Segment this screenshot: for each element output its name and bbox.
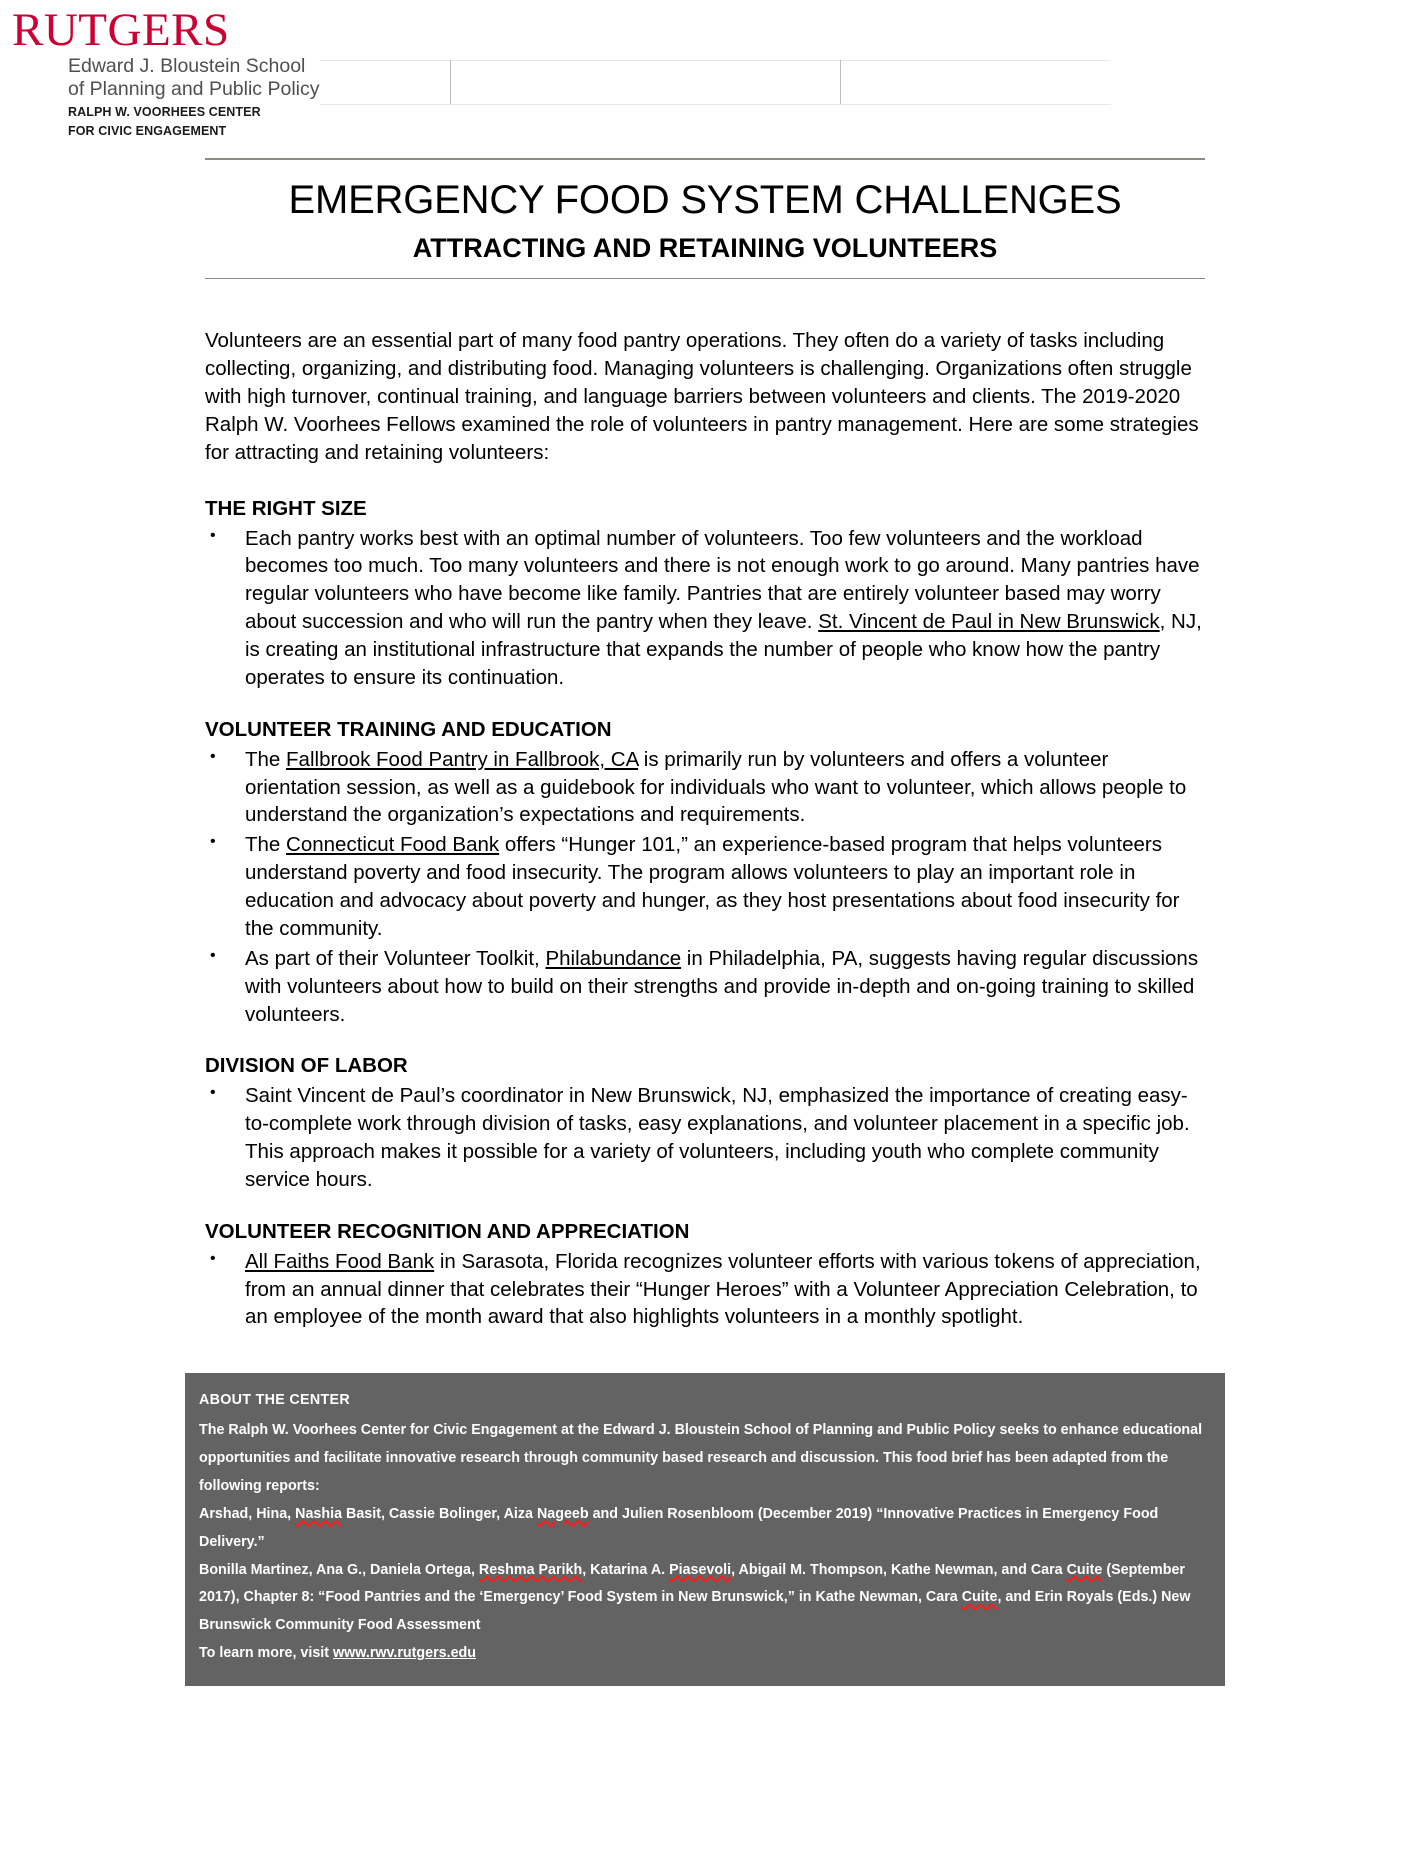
citation-text: Bonilla Martinez, Ana G., Daniela Ortega, — [199, 1561, 479, 1578]
school-name-line-2: of Planning and Public Policy — [68, 77, 320, 100]
content-section — [205, 495, 1205, 692]
about-box-citation-2 — [199, 1557, 1211, 1641]
about-box-citation-1 — [199, 1501, 1211, 1557]
content-section — [205, 1218, 1205, 1332]
bullet-text: Each pantry works best with an optimal number of volunteers. Too few volunteers and the workload becomes too much. Too many volunteers and there is not enough work to go around. Many pantries have regular volunteers who have become like family. Pantries that are entirely volunteer based may worry about succession and who will run the pantry when they leave. — [245, 526, 1200, 634]
rwv-website-link[interactable]: www.rwv.rutgers.edu — [333, 1645, 477, 1662]
bullet-text: Saint Vincent de Paul’s coordinator in New Brunswick, NJ, emphasized the importance of creating easy-to-complete work through division of tasks, easy explanations, and volunteer placement in a specific job. This approach makes it possible for a variety of volunteers, including youth who complete community service hours. — [245, 1084, 1190, 1191]
about-the-center-box — [185, 1373, 1225, 1686]
list-item — [205, 831, 1205, 943]
section-heading: VOLUNTEER TRAINING AND EDUCATION — [205, 717, 612, 741]
bullet-text: As part of their Volunteer Toolkit, — [245, 946, 546, 970]
bullet-list — [205, 746, 1205, 1029]
document-body — [205, 279, 1205, 1331]
title-band — [205, 158, 1205, 279]
bullet-text: The — [245, 747, 287, 771]
intro-paragraph: Volunteers are an essential part of many food pantry operations. They often do a variety of tasks including collecting, organizing, and distributing food. Managing volunteers is challenging. Organizations often struggle with high turnover, continual training, and language barriers between volunteers and clients. The 2019-2020 Ralph W. Voorhees Fellows examined the role of volunteers in pantry management. Here are some strategies for attracting and retaining volunteers: — [205, 329, 1199, 464]
about-box-title: ABOUT THE CENTER — [199, 1392, 350, 1409]
list-item — [205, 1082, 1205, 1194]
sections-container — [205, 495, 1205, 1332]
header-table-cell-3 — [841, 61, 1111, 105]
misspelled-word: Cuite — [961, 1589, 998, 1606]
organization-link[interactable]: St. Vincent de Paul in New Brunswick — [818, 610, 1160, 634]
bullet-text: The — [245, 833, 287, 857]
citation-text: , Abigail M. Thompson, Kathe Newman, and Cara — [731, 1561, 1067, 1578]
school-name-line-1: Edward J. Bloustein School — [68, 54, 306, 77]
organization-link[interactable]: Philabundance — [545, 946, 682, 970]
section-heading: VOLUNTEER RECOGNITION AND APPRECIATION — [205, 1219, 690, 1243]
bullet-text: offers “Hunger 101,” an experience-based program that helps volunteers understand poverty and food insecurity. The program allows volunteers to play an important role in education and advocacy about poverty and hunger, as they host presentations about food insecurity for the community. — [245, 833, 1180, 940]
about-box-paragraph: The Ralph W. Voorhees Center for Civic Engagement at the Edward J. Bloustein School of Planning and Public Policy seeks to enhance educational opportunities and facilitate innovative research through community based research and discussion. This food brief has been adapted from the following reports: — [199, 1422, 1203, 1494]
citation-text: (September 2017), Chapter 8: “Food Pantries and the ‘Emergency’ Food System in New Brunswick,” in Kathe Newman, Cara — [199, 1561, 1185, 1606]
bullet-list — [205, 1248, 1205, 1332]
citation-text: and Julien Rosenbloom (December 2019) “Innovative Practices in Emergency Food Delivery.” — [199, 1505, 1159, 1550]
bullet-text: in Philadelphia, PA, suggests having regular discussions with volunteers about how to build on their strengths and provide in-depth and on-going training to skilled volunteers. — [245, 946, 1199, 1026]
citation-text: Arshad, Hina, — [199, 1505, 296, 1522]
list-item — [205, 1248, 1205, 1332]
bullet-text: is primarily run by volunteers and offers a volunteer orientation session, as well as a guidebook for individuals who want to volunteer, which allows people to understand the organization’s expectations and requirements. — [245, 747, 1187, 827]
list-item — [205, 525, 1205, 692]
bullet-list — [205, 525, 1205, 692]
rutgers-logo — [10, 4, 430, 139]
header-table-cell-2 — [451, 61, 841, 105]
organization-link[interactable]: All Faiths Food Bank — [245, 1249, 435, 1273]
title-rule-top — [205, 158, 1205, 160]
bullet-text: in Sarasota, Florida recognizes volunteer efforts with various tokens of appreciation, from an annual dinner that celebrates their “Hunger Heroes” with a Volunteer Appreciation Celebration, to an employee of the month award that also highlights volunteers in a monthly spotlight. — [245, 1249, 1201, 1329]
about-box-learn-more — [199, 1640, 1211, 1668]
list-item — [205, 945, 1205, 1029]
organization-link[interactable]: Connecticut Food Bank — [286, 833, 500, 857]
section-heading: THE RIGHT SIZE — [205, 496, 367, 520]
organization-link[interactable]: Fallbrook Food Pantry in Fallbrook, CA — [286, 747, 639, 771]
misspelled-word: Cuite — [1066, 1561, 1103, 1578]
citation-text: , Katarina A. — [582, 1561, 670, 1578]
content-section — [205, 1052, 1205, 1193]
bullet-text: , NJ, is creating an institutional infrastructure that expands the number of people who know how the pantry operates to ensure its continuation. — [245, 610, 1202, 689]
misspelled-word: Piasevoli — [669, 1561, 732, 1578]
page-title: EMERGENCY FOOD SYSTEM CHALLENGES — [288, 178, 1122, 222]
page-subtitle: ATTRACTING AND RETAINING VOLUNTEERS — [412, 232, 998, 263]
misspelled-word: Nageeb — [536, 1505, 589, 1522]
document-header — [0, 0, 1410, 158]
section-heading: DIVISION OF LABOR — [205, 1054, 408, 1078]
content-section — [205, 716, 1205, 1029]
rutgers-wordmark: RUTGERS — [12, 4, 230, 56]
learn-more-label: To learn more, visit — [199, 1645, 334, 1662]
bullet-list — [205, 1082, 1205, 1194]
citation-text: Basit, Cassie Bolinger, Aiza — [342, 1505, 537, 1522]
list-item — [205, 746, 1205, 830]
header-layout-table — [320, 60, 1111, 105]
center-name-line-2: FOR CIVIC ENGAGEMENT — [68, 123, 227, 138]
citation-text: , and Erin Royals (Eds.) New Brunswick Community Food Assessment — [199, 1589, 1191, 1634]
center-name-line-1: RALPH W. VOORHEES CENTER — [68, 104, 261, 119]
misspelled-word: Reshma Parikh — [478, 1561, 583, 1578]
misspelled-word: Nashia — [295, 1505, 343, 1522]
